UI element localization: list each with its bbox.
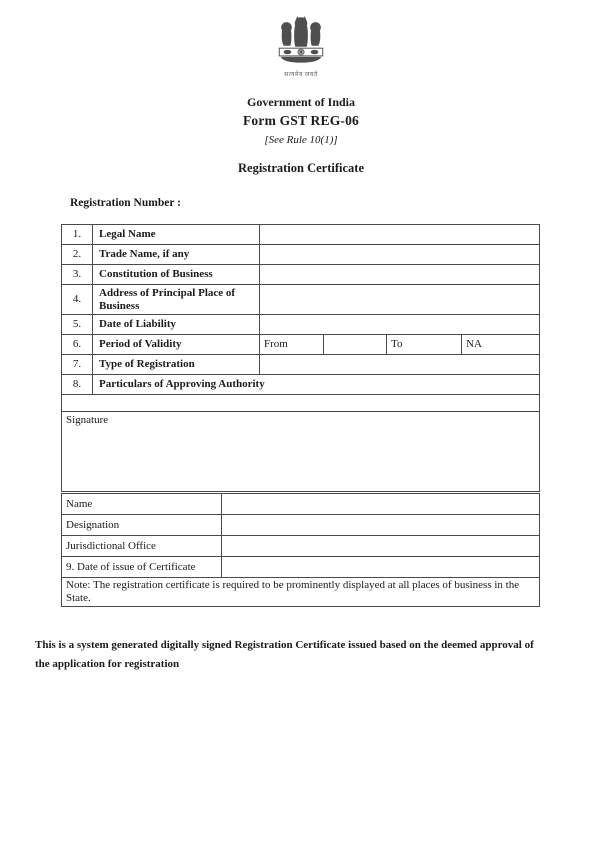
emblem-of-india (0, 12, 602, 79)
table-row-period-of-validity (62, 335, 540, 355)
row-label: Trade Name, if any (93, 245, 260, 265)
row-label: 9. Date of issue of Certificate (62, 557, 222, 578)
blank-cell (62, 395, 540, 412)
row-value (222, 515, 540, 536)
table-row-name (62, 494, 540, 515)
row-label: Period of Validity (93, 335, 260, 355)
row-number: 4. (62, 285, 93, 315)
table-row-trade-name (62, 245, 540, 265)
registration-number-label: Registration Number : (70, 197, 181, 209)
lion-capital-icon (272, 12, 330, 66)
row-number: 6. (62, 335, 93, 355)
row-number: 3. (62, 265, 93, 285)
row-number: 1. (62, 225, 93, 245)
row-label: Designation (62, 515, 222, 536)
row-number: 8. (62, 375, 93, 395)
table-row-constitution (62, 265, 540, 285)
row-label: Name (62, 494, 222, 515)
row-label: Date of Liability (93, 315, 260, 335)
row-label: Address of Principal Place of Business (93, 285, 260, 315)
validity-to-label: To (387, 335, 462, 355)
row-value (260, 355, 540, 375)
row-number: 2. (62, 245, 93, 265)
validity-to-value: NA (462, 335, 540, 355)
emblem-motto: सत्यमेव जयते (284, 72, 318, 78)
row-value (260, 285, 540, 315)
row-value (260, 315, 540, 335)
table-row-type-of-registration (62, 355, 540, 375)
form-title: Form GST REG-06 (242, 113, 359, 128)
row-value (260, 245, 540, 265)
table-row-date-of-liability (62, 315, 540, 335)
table-row-legal-name (62, 225, 540, 245)
row-value (222, 536, 540, 557)
certificate-title: Registration Certificate (238, 161, 364, 175)
row-label: Particulars of Approving Authority (93, 375, 540, 395)
row-value (260, 265, 540, 285)
note-text: Note: The registration certificate is required to be prominently displayed at all places of business in the State. (62, 578, 540, 607)
row-label: Constitution of Business (93, 265, 260, 285)
row-value (260, 225, 540, 245)
row-number: 7. (62, 355, 93, 375)
table-row-designation (62, 515, 540, 536)
table-row-address (62, 285, 540, 315)
certificate-table (61, 224, 540, 492)
table-row-signature (62, 412, 540, 492)
table-row-blank (62, 395, 540, 412)
footer-note: This is a system generated digitally signed Registration Certificate issued based on the deemed approval of the application for registration (35, 639, 534, 670)
rule-reference: [See Rule 10(1)] (264, 134, 338, 146)
row-value (222, 494, 540, 515)
row-number: 5. (62, 315, 93, 335)
row-label: Type of Registration (93, 355, 260, 375)
row-label: Legal Name (93, 225, 260, 245)
validity-from-label: From (260, 335, 324, 355)
validity-from-value (324, 335, 387, 355)
row-label: Jurisdictional Office (62, 536, 222, 557)
table-row-note (62, 578, 540, 607)
row-value (222, 557, 540, 578)
table-row-date-of-issue (62, 557, 540, 578)
government-title: Government of India (247, 95, 355, 109)
officer-details-table (61, 493, 540, 607)
table-row-approving-authority (62, 375, 540, 395)
signature-cell: Signature (62, 412, 540, 492)
table-row-jurisdictional-office (62, 536, 540, 557)
